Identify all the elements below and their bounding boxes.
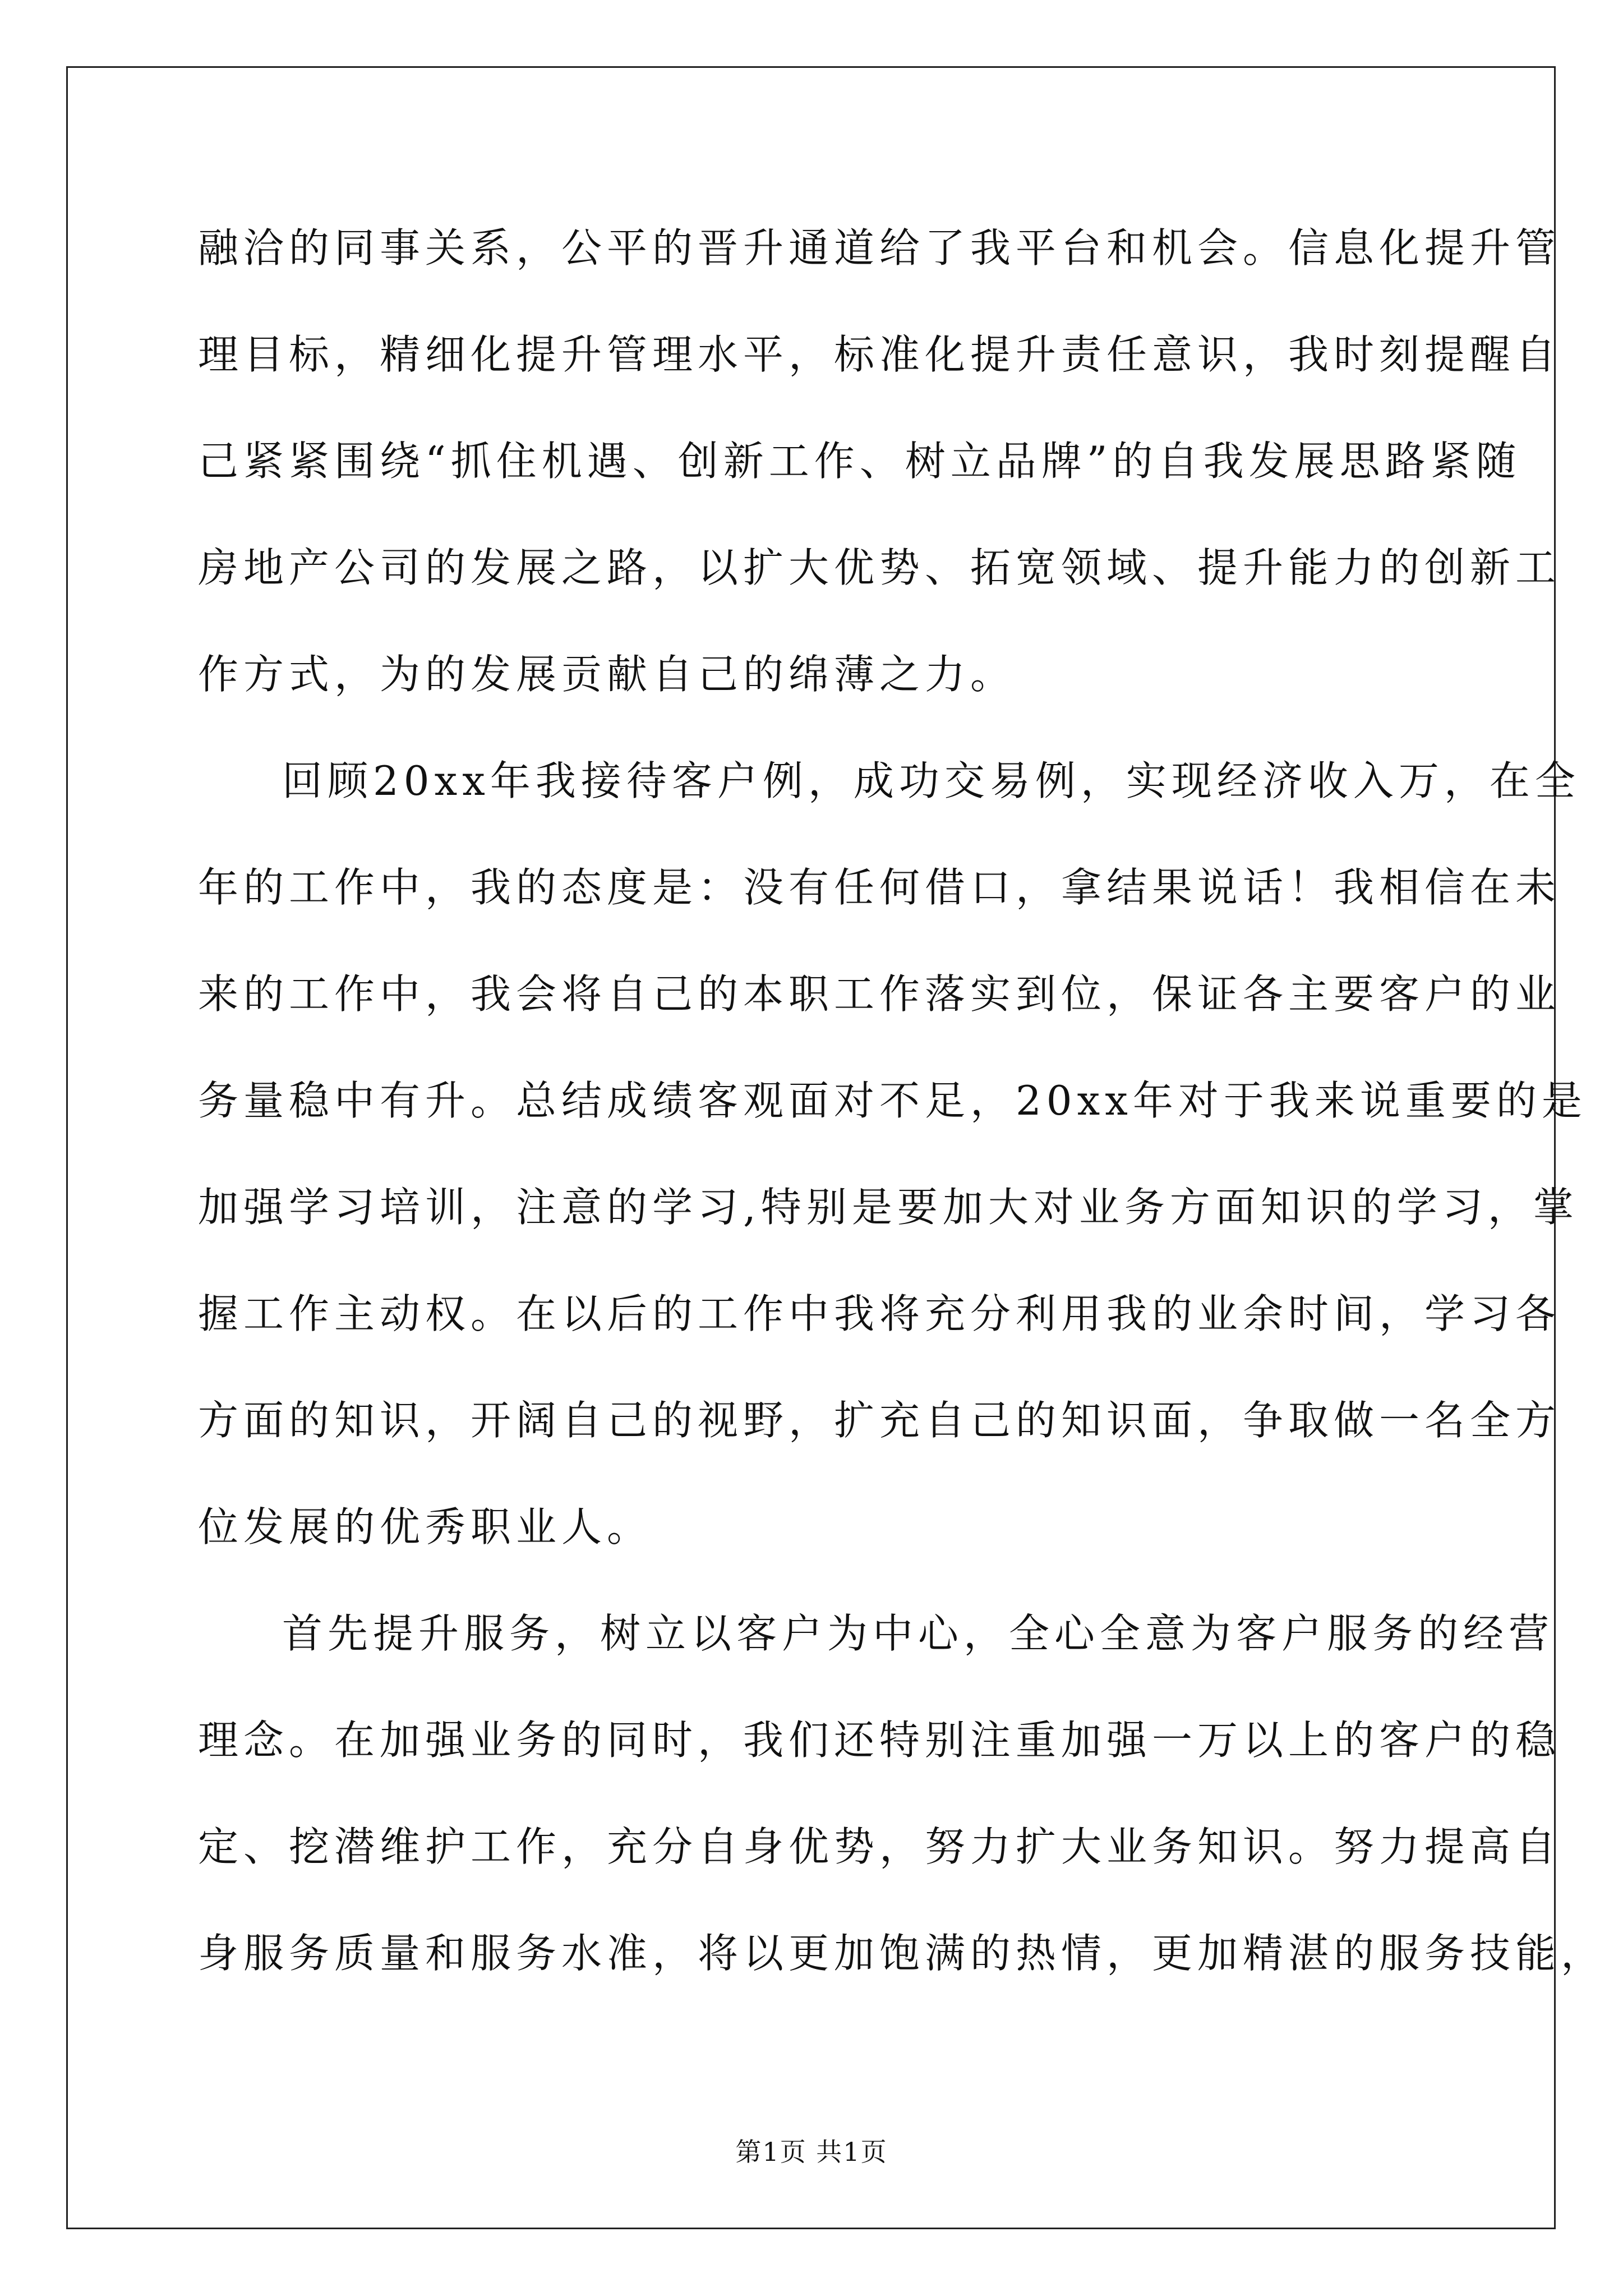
- text-line: 己紧紧围绕“抓住机遇、创新工作、树立品牌”的自我发展思路紧随: [198, 438, 1521, 485]
- text-line: 理念。在加强业务的同时，我们还特别注重加强一万以上的客户的稳: [198, 1717, 1561, 1764]
- document-body: [198, 209, 1607, 2021]
- text-line: 作方式，为的发展贡献自己的绵薄之力。: [198, 651, 1016, 698]
- text-line: 握工作主动权。在以后的工作中我将充分利用我的业余时间，学习各: [198, 1290, 1561, 1337]
- text-line: 方面的知识，开阔自己的视野，扩充自己的知识面，争取做一名全方: [198, 1397, 1561, 1444]
- text-line: 来的工作中，我会将自己的本职工作落实到位，保证各主要客户的业: [198, 970, 1561, 1018]
- paragraph-first-line: 回顾20xx年我接待客户例，成功交易例，实现经济收入万，在全: [282, 757, 1580, 804]
- text-line: 房地产公司的发展之路，以扩大优势、拓宽领域、提升能力的创新工: [198, 544, 1561, 591]
- text-line: 位发展的优秀职业人。: [198, 1503, 653, 1550]
- text-line: 加强学习培训，注意的学习,特别是要加大对业务方面知识的学习，掌: [198, 1184, 1579, 1231]
- text-line: 年的工作中，我的态度是：没有任何借口，拿结果说话！我相信在未: [198, 864, 1561, 911]
- text-line: 身服务质量和服务水准，将以更加饱满的热情，更加精湛的服务技能，: [198, 1930, 1607, 1977]
- text-line: 理目标，精细化提升管理水平，标准化提升责任意识，我时刻提醒自: [198, 331, 1561, 378]
- text-line: 务量稳中有升。总结成绩客观面对不足，20xx年对于我来说重要的是: [198, 1077, 1587, 1124]
- text-line: 定、挖潜维护工作，充分自身优势，努力扩大业务知识。努力提高自: [198, 1823, 1561, 1870]
- page-footer: 第1页 共1页: [735, 2137, 888, 2167]
- paragraph-first-line: 首先提升服务，树立以客户为中心，全心全意为客户服务的经营: [282, 1610, 1555, 1657]
- text-line: 融洽的同事关系，公平的晋升通道给了我平台和机会。信息化提升管: [198, 224, 1561, 272]
